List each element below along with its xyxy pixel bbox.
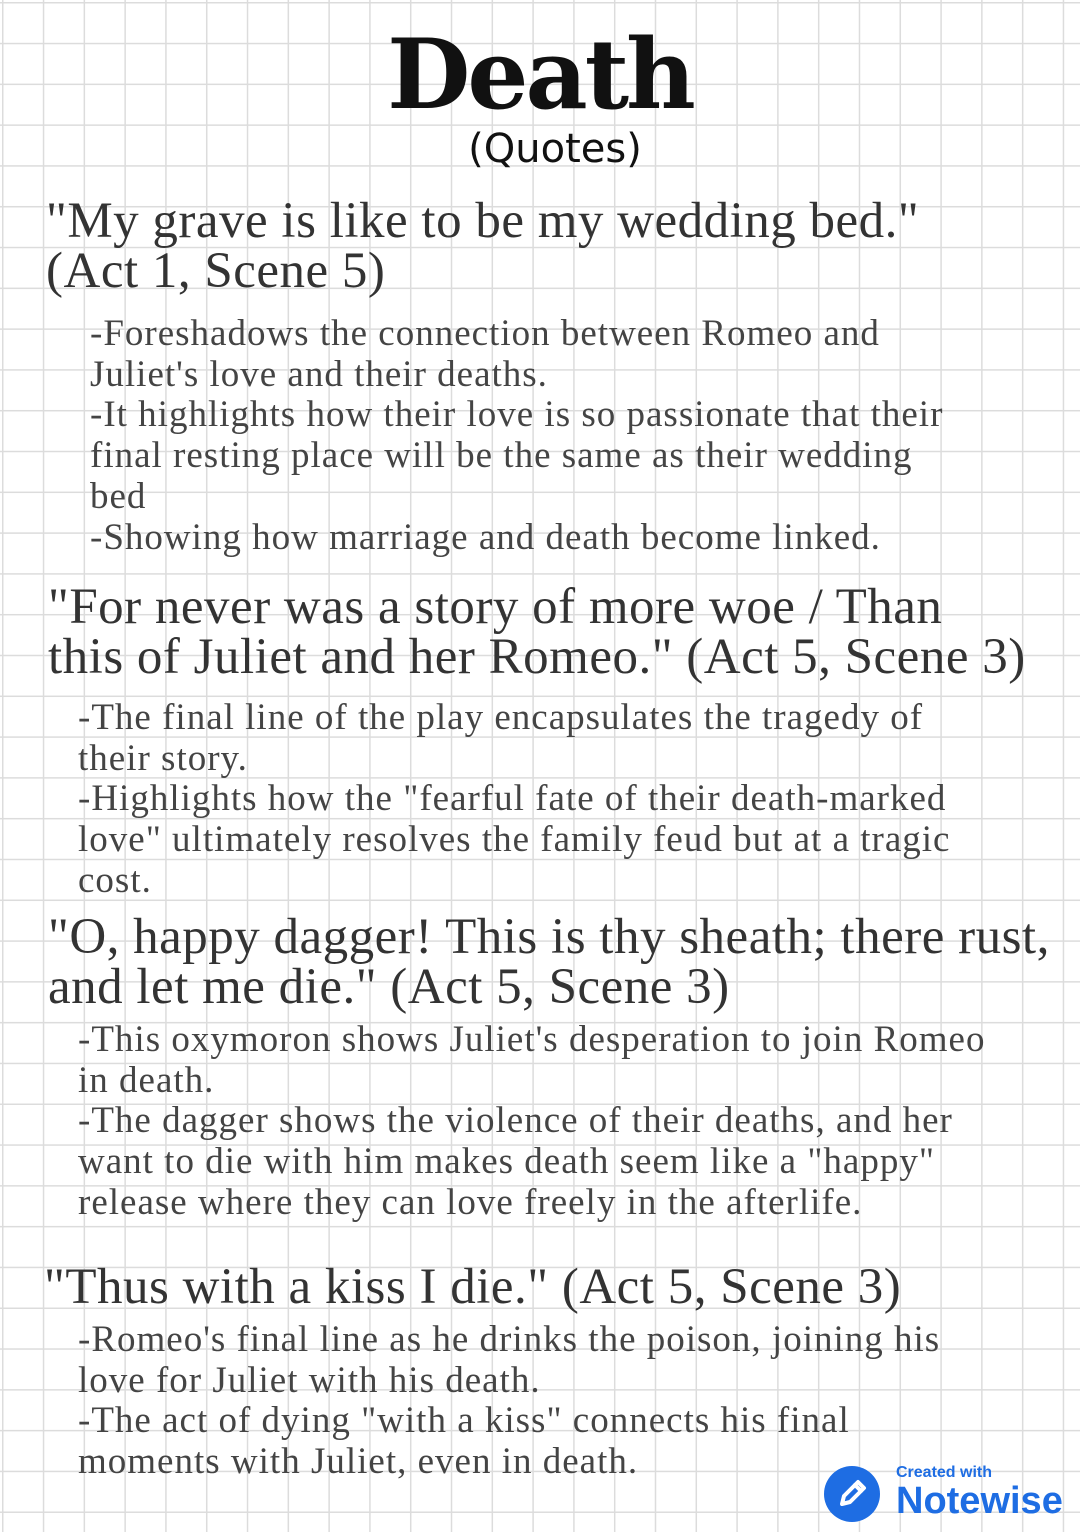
note-line: want to die with him makes death seem like a "happy" xyxy=(78,1141,935,1183)
notes-4 xyxy=(78,1320,940,1483)
note-line: -This oxymoron shows Juliet's desperation to join Romeo xyxy=(78,1019,986,1060)
note-line: -Romeo's final line as he drinks the poison, joining his xyxy=(78,1319,941,1360)
note-line: in death. xyxy=(78,1059,215,1101)
quote-3 xyxy=(48,909,1050,1015)
note-line: -Showing how marriage and death become linked. xyxy=(90,516,881,558)
note-line: final resting place will be the same as their wedding xyxy=(90,435,913,477)
note-line: -Highlights how the "fearful fate of their death-marked xyxy=(78,778,947,820)
note-line: bed xyxy=(90,475,147,517)
note-line: -It highlights how their love is so passionate that their xyxy=(90,394,944,436)
note-line: their story. xyxy=(78,737,248,779)
note-line: release where they can love freely in the afterlife. xyxy=(78,1181,863,1223)
quote-1 xyxy=(46,193,920,299)
note-line: love for Juliet with his death. xyxy=(78,1359,541,1401)
note-line: -Foreshadows the connection between Romeo and xyxy=(90,313,880,354)
page-subtitle: (Quotes) xyxy=(468,126,642,172)
quote-line: (Act 1, Scene 5) xyxy=(46,243,386,299)
quote-4 xyxy=(44,1259,902,1315)
notes-2 xyxy=(78,698,950,902)
page-title: Death xyxy=(387,18,693,131)
badge-brand: Notewise xyxy=(896,1480,1063,1522)
note-line: moments with Juliet, even in death. xyxy=(78,1441,639,1483)
note-line: Juliet's love and their deaths. xyxy=(90,353,548,395)
quote-line: "Thus with a kiss I die." (Act 5, Scene 3) xyxy=(44,1259,902,1315)
note-line: -The final line of the play encapsulates the tragedy of xyxy=(78,697,924,738)
notes-3 xyxy=(78,1020,985,1224)
badge-caption: Created with xyxy=(896,1464,993,1481)
pencil-icon xyxy=(824,1466,880,1522)
note-line: -The dagger shows the violence of their deaths, and her xyxy=(78,1100,953,1142)
note-line: -The act of dying "with a kiss" connects his final xyxy=(78,1400,850,1442)
note-line: love" ultimately resolves the family feud but at a tragic xyxy=(78,819,951,861)
notes-1 xyxy=(90,314,943,558)
notewise-badge xyxy=(824,1460,1074,1526)
quote-line: "For never was a story of more woe / Than xyxy=(48,579,943,635)
quote-line: "O, happy dagger! This is thy sheath; there rust, xyxy=(48,909,1050,965)
quote-line: this of Juliet and her Romeo." (Act 5, Scene 3) xyxy=(48,629,1026,685)
quote-2 xyxy=(48,579,1026,685)
note-line: cost. xyxy=(78,859,152,901)
quote-line: and let me die." (Act 5, Scene 3) xyxy=(48,959,730,1015)
quote-line: "My grave is like to be my wedding bed." xyxy=(46,193,920,249)
